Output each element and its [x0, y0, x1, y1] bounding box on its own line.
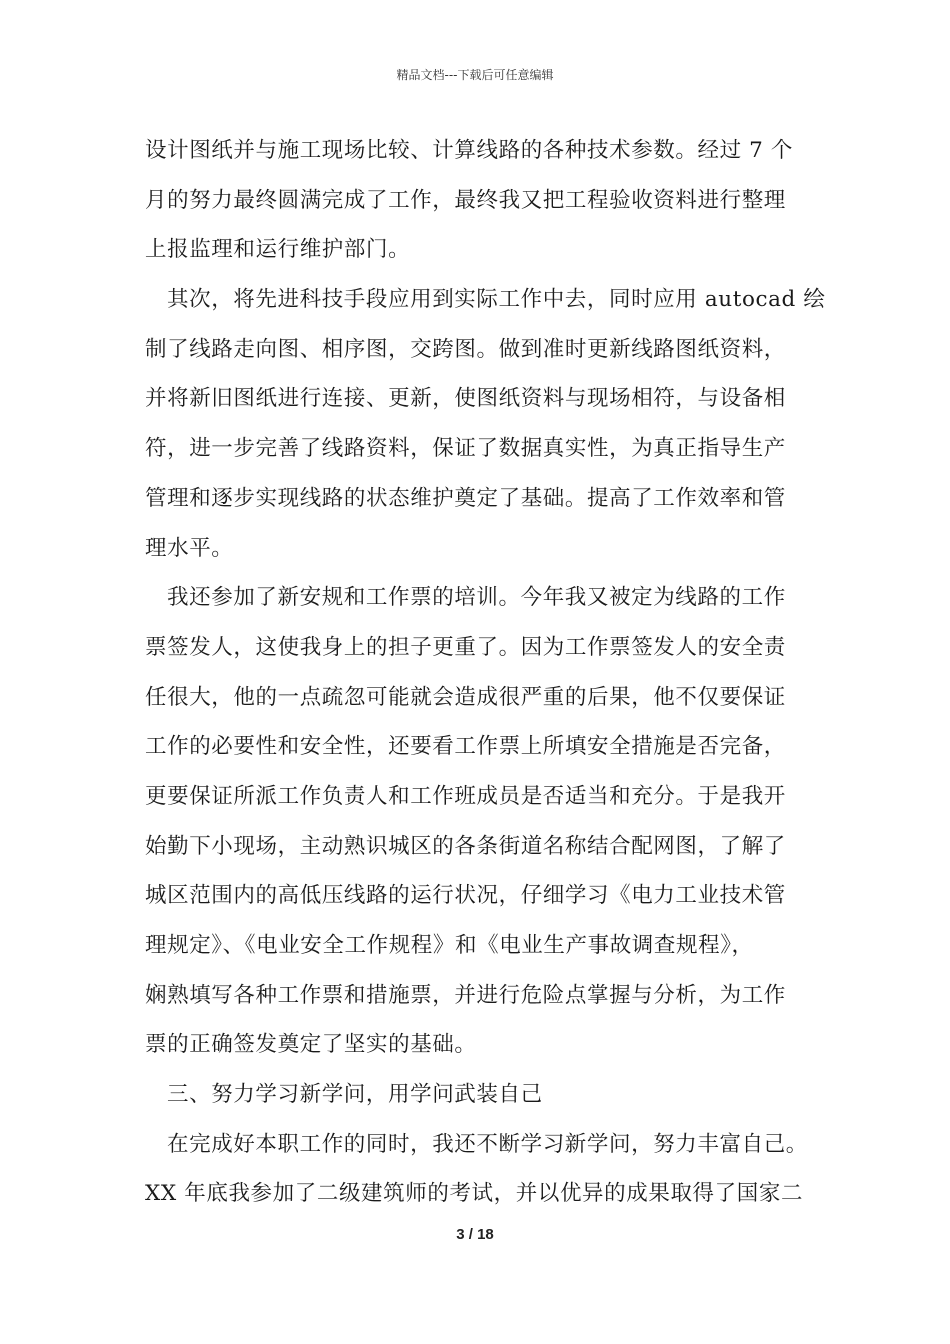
- body-line: 任很大，他的一点疏忽可能就会造成很严重的后果，他不仅要保证: [145, 684, 786, 710]
- body-line: 制了线路走向图、相序图，交跨图。做到准时更新线路图纸资料，: [145, 336, 786, 362]
- body-line: 票的正确签发奠定了坚实的基础。: [145, 1032, 477, 1058]
- body-line: 理水平。: [145, 535, 234, 561]
- body-line: 票签发人，这使我身上的担子更重了。因为工作票签发人的安全责: [145, 634, 786, 660]
- body-line: 我还参加了新安规和工作票的培训。今年我又被定为线路的工作: [167, 585, 786, 611]
- body-line: 理规定》、《电业安全工作规程》和《电业生产事故调查规程》，: [145, 933, 754, 958]
- section-heading: 三、努力学习新学问，用学问武装自己: [167, 1082, 543, 1108]
- page-number: 3 / 18: [456, 1226, 494, 1243]
- body-line: 在完成好本职工作的同时，我还不断学习新学问，努力丰富自己。: [167, 1131, 808, 1157]
- body-line: XX 年底我参加了二级建筑师的考试，并以优异的成果取得了国家二: [145, 1181, 804, 1207]
- body-line: 月的努力最终圆满完成了工作，最终我又把工程验收资料进行整理: [145, 187, 786, 213]
- body-line: 更要保证所派工作负责人和工作班成员是否适当和充分。于是我开: [145, 783, 786, 809]
- document-body: [145, 126, 825, 1219]
- body-line: 工作的必要性和安全性，还要看工作票上所填安全措施是否完备，: [145, 734, 786, 760]
- body-line: 始勤下小现场，主动熟识城区的各条街道名称结合配网图，了解了: [145, 833, 786, 859]
- page-header: 精品文档---下载后可任意编辑: [396, 68, 554, 82]
- body-line: 设计图纸并与施工现场比较、计算线路的各种技术参数。经过 7 个: [145, 138, 793, 163]
- body-line: 并将新旧图纸进行连接、更新，使图纸资料与现场相符，与设备相: [145, 386, 786, 412]
- body-line: 上报监理和运行维护部门。: [145, 237, 411, 263]
- body-line: 城区范围内的高低压线路的运行状况，仔细学习《电力工业技术管: [145, 883, 786, 909]
- body-line: 符，进一步完善了线路资料，保证了数据真实性，为真正指导生产: [145, 436, 786, 462]
- body-line: 管理和逐步实现线路的状态维护奠定了基础。提高了工作效率和管: [145, 485, 786, 511]
- body-line: 其次，将先进科技手段应用到实际工作中去，同时应用 autocad 绘: [167, 287, 826, 313]
- body-line: 娴熟填写各种工作票和措施票，并进行危险点掌握与分析，为工作: [145, 982, 786, 1008]
